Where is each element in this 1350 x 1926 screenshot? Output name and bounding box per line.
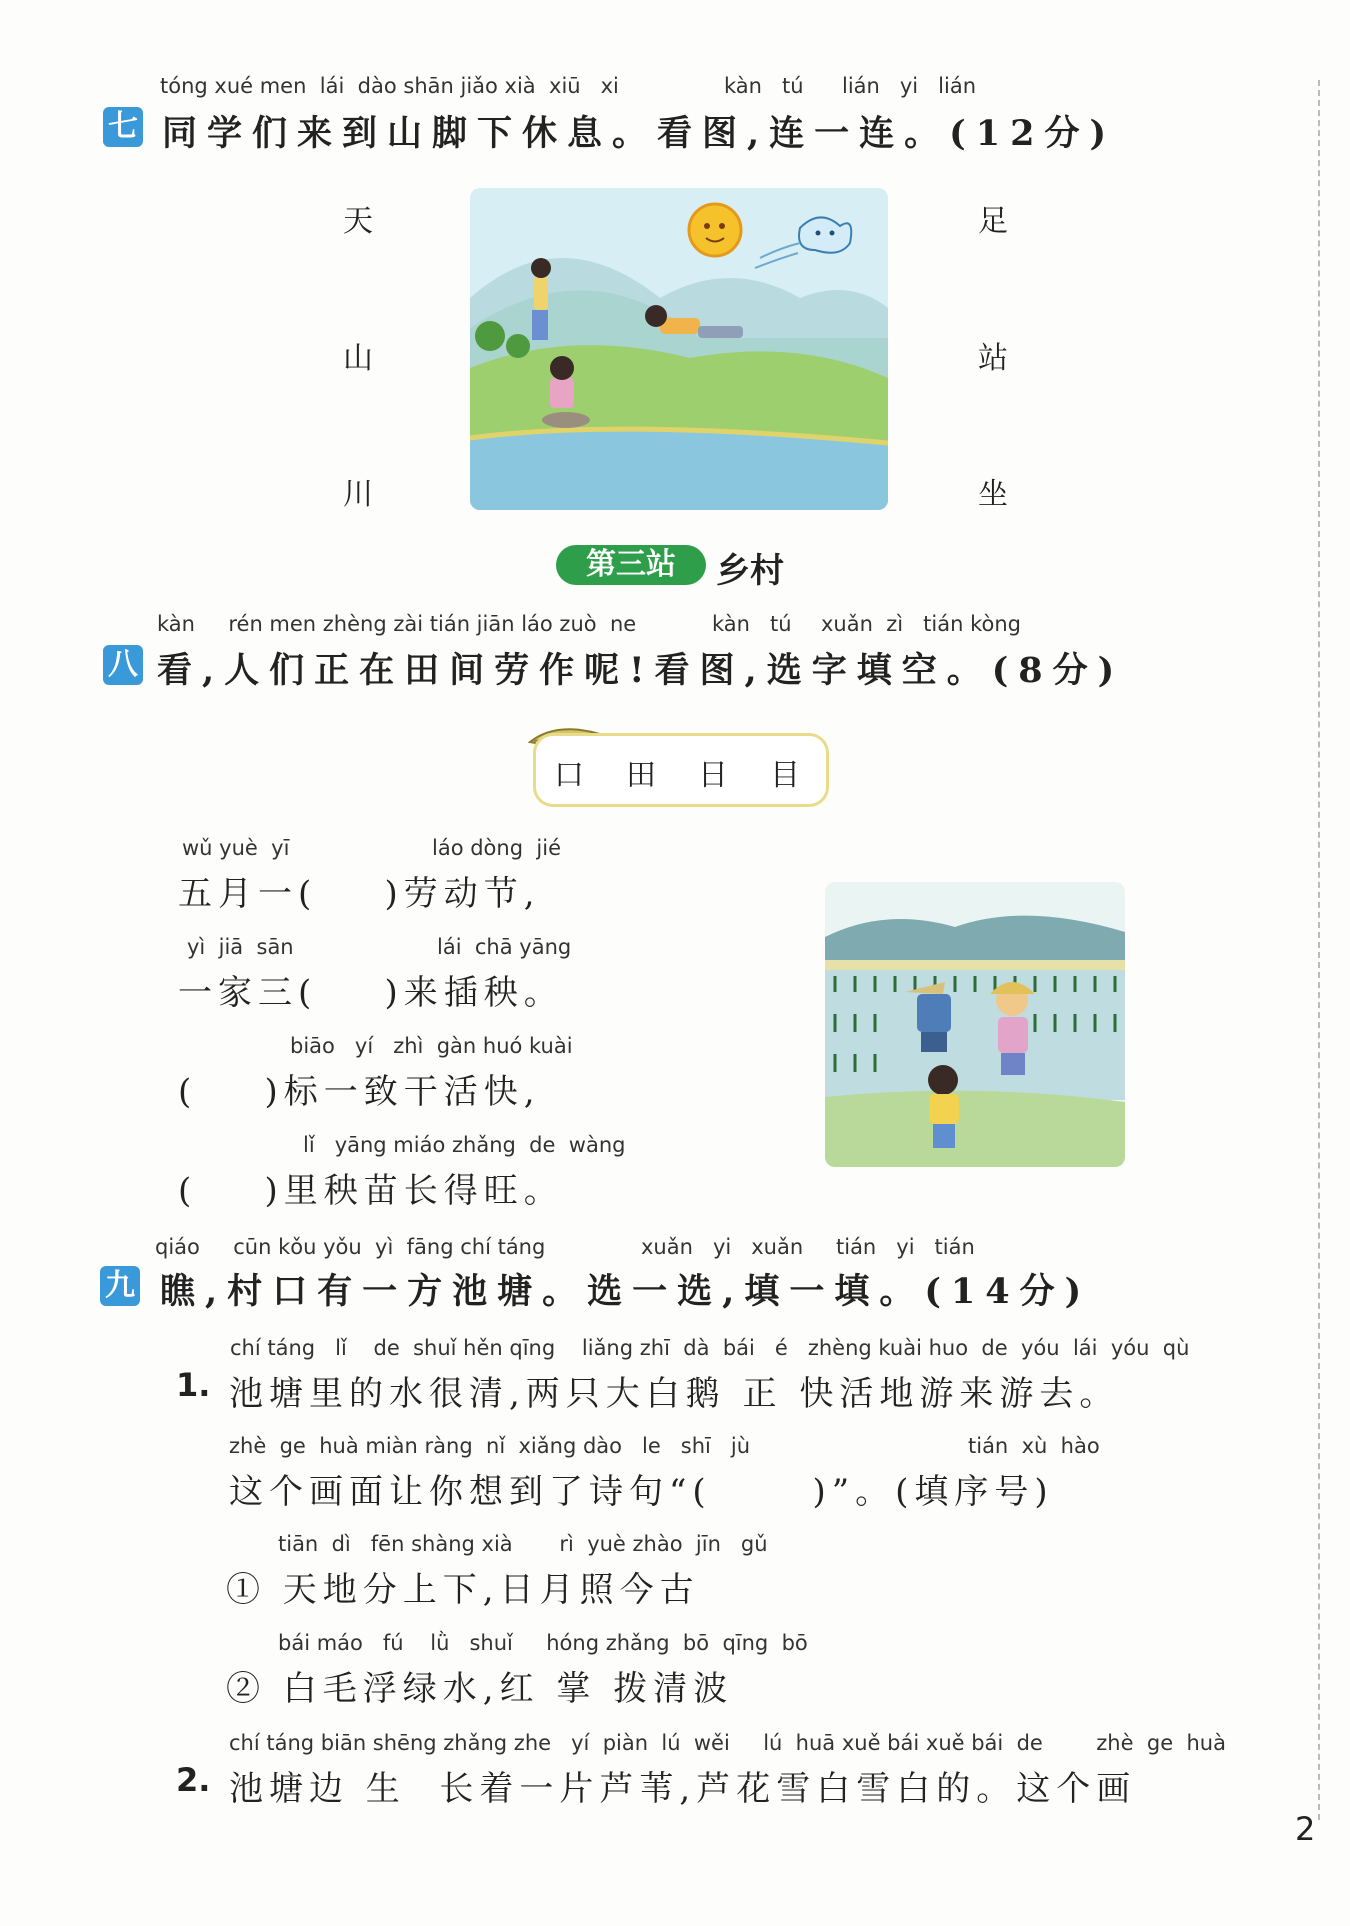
q8-line1-pinyin-a: wǔ yuè yī [182,836,290,860]
q8-pinyin-part2: kàn tú [712,612,792,636]
q9-item2-label: 2. [176,1761,211,1799]
option-box [533,733,829,807]
q9-item2-pinyin: chí táng biān shēng zhǎng zhe yí piàn lú wěi lú huā xuě bái xuě bái de zhè ge huà [229,1731,1226,1755]
q8-line2-pinyin-a: yì jiā sān [187,935,294,959]
q7-left-word-2[interactable]: 山 [343,341,373,376]
q8-pinyin-part3: xuǎn zì tián kòng [821,612,1021,636]
q9-choice2-text[interactable]: ② 白毛浮绿水,红 掌 拨清波 [226,1669,734,1709]
station-name: 乡村 [716,551,784,591]
q9-item1-pinyin2b: tián xù hào [968,1434,1100,1458]
q9-pinyin-part3: tián yi tián [836,1235,975,1259]
q8-line3-text[interactable]: ( )标一致干活快, [178,1072,541,1112]
option-3[interactable]: 日 [698,758,728,793]
q8-line1-text[interactable]: 五月一( )劳动节, [178,874,541,914]
q9-choice2-pinyin: bái máo fú lǜ shuǐ hóng zhǎng bō qīng bō [278,1631,808,1655]
q9-choice1-text[interactable]: ① 天地分上下,日月照今古 [226,1570,700,1610]
q7-pinyin-part1: tóng xué men lái dào shān jiǎo xià xiū xi [160,74,619,98]
q9-item2-text: 池塘边 生 长着一片芦苇,芦花雪白雪白的。这个画 [229,1769,1137,1809]
option-4[interactable]: 目 [770,758,800,793]
q9-item1-pinyin2: zhè ge huà miàn ràng nǐ xiǎng dào le shī jù [229,1434,751,1458]
option-1[interactable]: 口 [554,758,584,793]
station-badge: 第三站 [556,545,706,585]
q7-left-word-3[interactable]: 川 [343,477,373,512]
mountain-picnic-illustration [470,188,888,510]
q8-line2-text[interactable]: 一家三( )来插秧。 [178,973,564,1013]
q8-title: 看,人们正在田间劳作呢!看图,选字填空。(8分) [157,650,1125,691]
q9-pinyin-part2: xuǎn yi xuǎn [641,1235,804,1259]
q8-line4-text[interactable]: ( )里秧苗长得旺。 [178,1171,564,1211]
q8-line1-pinyin-b: láo dòng jié [432,836,561,860]
q8-pinyin-part1: kàn rén men zhèng zài tián jiān láo zuò ne [157,612,637,636]
page-number: 2 [1295,1810,1316,1848]
q8-line3-pinyin: biāo yí zhì gàn huó kuài [290,1034,573,1058]
q7-left-word-1[interactable]: 天 [343,204,373,239]
q8-number-badge: 八 [103,645,143,685]
q9-title: 瞧,村口有一方池塘。选一选,填一填。(14分) [160,1271,1092,1312]
q9-item1-question[interactable]: 这个画面让你想到了诗句“( )”。(填序号) [229,1472,1054,1512]
q7-pinyin-part3: lián yi lián [842,74,977,98]
q7-right-word-2[interactable]: 站 [978,341,1008,376]
q9-item1-text: 池塘里的水很清,两只大白鹅 正 快活地游来游去。 [229,1374,1120,1414]
q7-right-word-3[interactable]: 坐 [978,477,1008,512]
option-2[interactable]: 田 [626,758,656,793]
binding-dashed-line [1318,80,1320,1820]
q8-line4-pinyin: lǐ yāng miáo zhǎng de wàng [303,1133,626,1157]
q7-pinyin-part2: kàn tú [724,74,804,98]
q7-title: 同学们来到山脚下休息。看图,连一连。(12分) [162,113,1117,154]
q9-item1-label: 1. [176,1366,211,1404]
q9-item1-pinyin: chí táng lǐ de shuǐ hěn qīng liǎng zhī dà bái é zhèng kuài huo de yóu lái yóu qù [230,1336,1190,1360]
q9-pinyin-part1: qiáo cūn kǒu yǒu yì fāng chí táng [155,1235,546,1259]
q7-number-badge: 七 [103,107,143,147]
q9-number-badge: 九 [100,1266,140,1306]
q9-choice1-pinyin: tiān dì fēn shàng xià rì yuè zhào jīn gǔ [278,1532,768,1556]
q7-right-word-1[interactable]: 足 [978,204,1008,239]
q8-line2-pinyin-b: lái chā yāng [437,935,572,959]
rice-field-illustration [825,882,1125,1167]
